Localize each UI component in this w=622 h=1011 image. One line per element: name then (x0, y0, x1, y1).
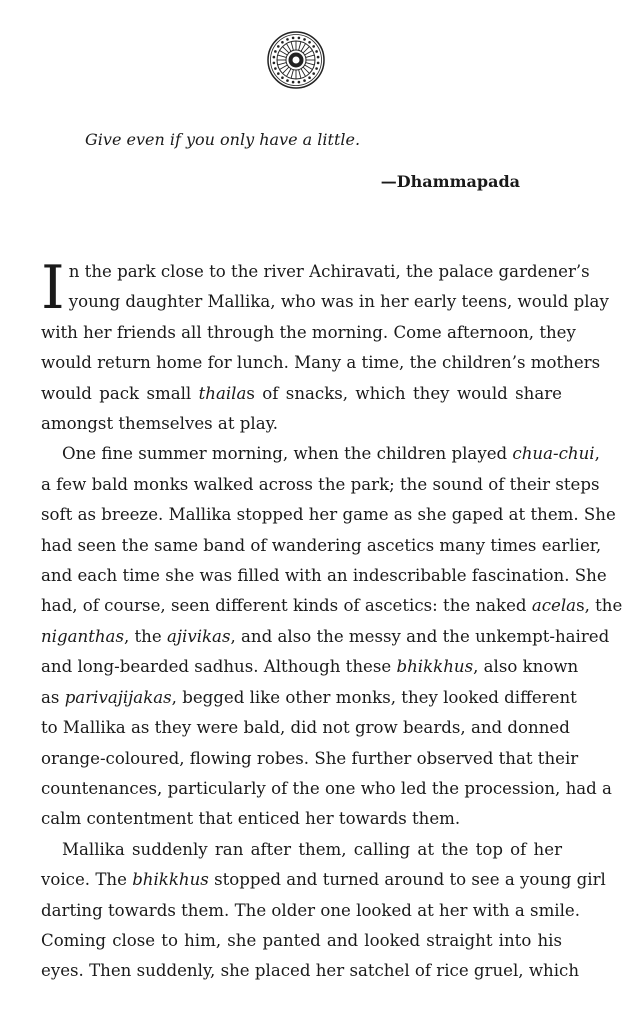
text-line (41, 591, 622, 621)
text-run: had, of course, seen different kinds of ascetics: the naked (41, 596, 532, 616)
italic-term: niganthas (41, 626, 124, 646)
text-line (41, 439, 600, 469)
paragraph (41, 835, 606, 987)
text-line (41, 379, 562, 409)
text-line (41, 804, 562, 834)
italic-term: bhikkhus (132, 870, 209, 890)
chapter-body (41, 253, 622, 987)
text-run: soft as breeze. Mallika stopped her game as she gaped at them. She (41, 505, 616, 525)
text-run: eyes. Then suddenly, she placed her satchel of rice gruel, which (41, 961, 580, 981)
text-run: and long-bearded sadhus. Although these (41, 657, 397, 677)
italic-term: ajivikas (166, 626, 231, 646)
text-line (41, 622, 610, 652)
text-line (41, 926, 562, 956)
text-line (41, 500, 616, 530)
text-line (41, 318, 576, 348)
text-run: would return home for lunch. Many a time, the children’s mothers (41, 353, 601, 373)
text-run: a few bald monks walked across the park; the sound of their steps (41, 474, 600, 494)
text-line (41, 683, 577, 713)
text-run: voice. The (41, 870, 133, 890)
text-run: to Mallika as they were bald, did not grow beards, and donned (41, 718, 570, 738)
text-run: , the (123, 626, 167, 646)
text-run: , (594, 444, 600, 464)
italic-term: parivajijakas (64, 687, 172, 707)
text-run: and each time she was filled with an indescribable fascination. She (41, 566, 607, 586)
text-line (41, 744, 579, 774)
text-run: s, the (576, 596, 622, 616)
text-run: calm contentment that enticed her towards them. (41, 809, 461, 829)
paragraph (41, 253, 609, 439)
text-line (41, 257, 590, 287)
text-run: stopped and turned around to see a young girl (208, 870, 606, 890)
text-line (41, 531, 602, 561)
text-run: darting towards them. The older one looked at her with a smile. (41, 900, 581, 920)
text-run: young daughter Mallika, who was in her early teens, would play (68, 292, 609, 312)
text-run: One fine summer morning, when the children played (62, 444, 513, 464)
italic-term: thaila (198, 383, 247, 403)
text-run: countenances, particularly of the one who led the procession, had a (41, 778, 612, 798)
text-run: amongst themselves at play. (41, 414, 279, 434)
text-line (41, 713, 570, 743)
italic-term: acela (531, 596, 577, 616)
text-line (41, 287, 609, 317)
text-line (41, 896, 581, 926)
dharma-wheel-icon (266, 30, 326, 90)
text-run: , and also the messy and the unkempt-haired (230, 626, 610, 646)
text-run: , begged like other monks, they looked different (171, 687, 577, 707)
text-line (41, 865, 606, 895)
text-line (41, 652, 579, 682)
text-run: Mallika suddenly ran after them, calling at the top of her (62, 839, 562, 859)
text-run: s of snacks, which they would share (246, 383, 562, 403)
text-line (41, 774, 612, 804)
text-run: orange-coloured, flowing robes. She further observed that their (41, 748, 579, 768)
text-run: would pack small (41, 383, 199, 403)
italic-term: bhikkhus (396, 657, 474, 677)
text-line (41, 409, 562, 439)
paragraph (41, 439, 622, 834)
text-run: had seen the same band of wandering ascetics many times earlier, (41, 535, 602, 555)
italic-term: chua-chui (512, 444, 595, 464)
text-line (41, 956, 580, 986)
epigraph: Give even if you only have a little. (85, 130, 361, 149)
text-run: as (41, 687, 65, 707)
text-line (41, 835, 562, 865)
text-run: Coming close to him, she panted and looked straight into his (41, 930, 562, 950)
text-run: n the park close to the river Achiravati, the palace gardener’s (68, 262, 590, 281)
epigraph-attribution: —Dhammapada (380, 172, 520, 191)
text-run: with her friends all through the morning. Come afternoon, they (41, 322, 576, 342)
text-line (41, 348, 601, 378)
text-line (41, 561, 607, 591)
text-line (41, 470, 600, 500)
text-run: , also known (473, 657, 579, 677)
drop-cap: I (41, 253, 65, 323)
